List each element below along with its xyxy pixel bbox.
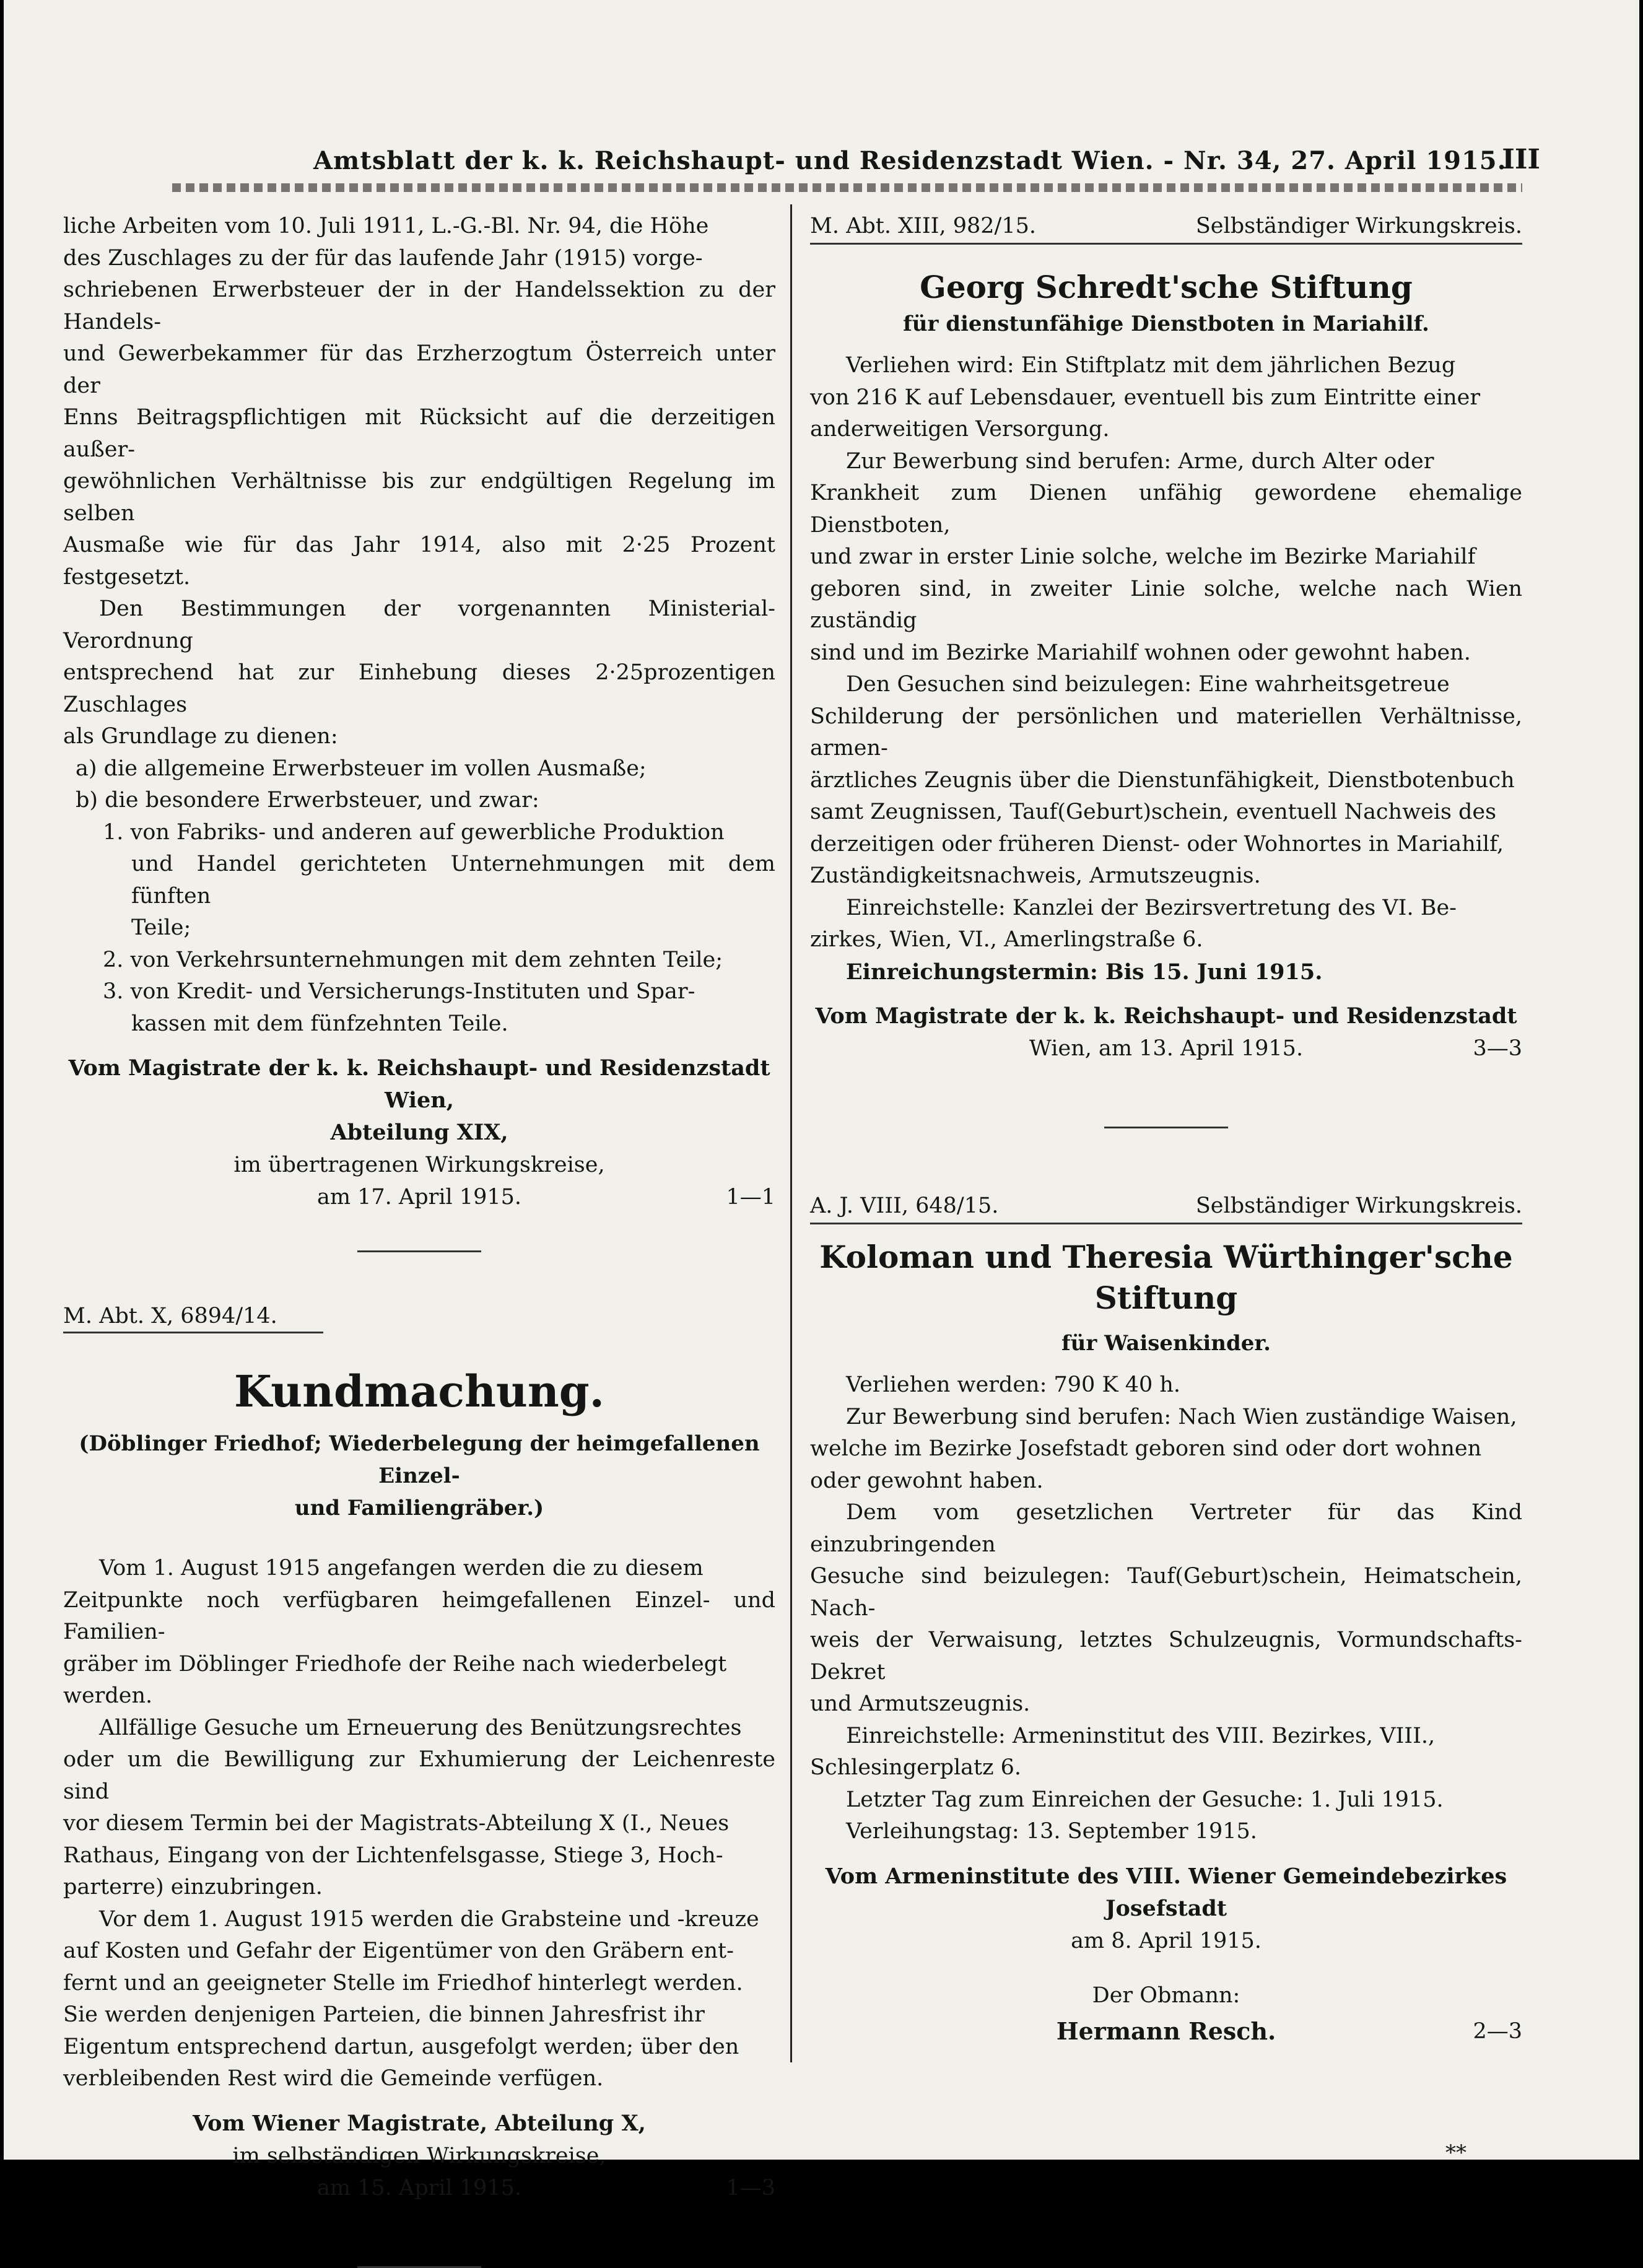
text-line: Den Gesuchen sind beizulegen: Eine wahrheitsgetreue (846, 672, 1450, 697)
foundation-heading (810, 1237, 1522, 1319)
list-item-2: 2. von Verkehrsunternehmungen mit dem zehnten Teile; (103, 947, 723, 972)
text-line: Einreichstelle: Armeninstitut des VIII. Bezirkes, VIII., (846, 1723, 1436, 1748)
left-column (63, 211, 775, 2268)
signature-line: am 15. April 1915. (316, 2175, 522, 2200)
foundation-subheading: für dienstunfähige Dienstboten in Mariahilf. (903, 312, 1429, 336)
body-paragraph: Verliehen werden: 790 K 40 h. (846, 1372, 1181, 1397)
signature-line: Vom Wiener Magistrate, Abteilung X, (193, 2110, 646, 2136)
text-line: Teile; (131, 915, 191, 940)
text-line: Verliehen wird: Ein Stiftplatz mit dem jährlichen Bezug (846, 353, 1456, 378)
scope-label: Selbständiger Wirkungskreis. (1195, 1193, 1522, 1218)
body-paragraph (810, 1721, 1522, 1784)
text-line: gewöhnlichen Verhältnisse bis zur endgültigen Regelung im selben (63, 469, 775, 526)
text-line: werden. (63, 1683, 153, 1708)
text-line: Krankheit zum Dienen unfähig gewordene ehemalige Dienstboten, (810, 481, 1522, 538)
right-column (810, 211, 1522, 2165)
deadline-paragraph: Einreichungstermin: Bis 15. Juni 1915. (846, 959, 1323, 985)
text-line: als Grundlage zu dienen: (63, 724, 338, 749)
text-line: Sie werden denjenigen Parteien, die binnen Jahresfrist ihr (63, 2002, 705, 2027)
text-line: fernt und an geeigneter Stelle im Friedhof hinterlegt werden. (63, 1970, 743, 1995)
text-line: geboren sind, in zweiter Linie solche, welche nach Wien zuständig (810, 576, 1522, 633)
signature-block-3 (810, 1000, 1522, 1065)
body-paragraph: Letzter Tag zum Einreichen der Gesuche: 1. Juli 1915. (846, 1787, 1444, 1812)
text-line: Den Bestimmungen der vorgenannten Ministerial-Verordnung (63, 596, 775, 653)
text-line: (Döblinger Friedhof; Wiederbelegung der heimgefallenen Einzel- (79, 1431, 760, 1488)
text-line: Rathaus, Eingang von der Lichtenfelsgasse, Stiege 3, Hoch- (63, 1843, 723, 1868)
serial-number: 3—3 (1473, 1036, 1522, 1061)
body-paragraph (810, 446, 1522, 669)
section-reference-row (810, 1190, 1522, 1224)
signature-line: Wien, am 13. April 1915. (1029, 1036, 1304, 1061)
section-rule (357, 1250, 481, 1252)
text-line: Allfällige Gesuche um Erneuerung des Benützungsrechtes (99, 1715, 742, 1740)
text-line: parterre) einzubringen. (63, 1875, 323, 1899)
signature-line: am 8. April 1915. (1071, 1928, 1262, 1953)
text-line: anderweitigen Versorgung. (810, 417, 1110, 442)
body-paragraph (810, 1402, 1522, 1498)
signature-line: im selbständigen Wirkungskreise, (232, 2143, 606, 2168)
signature-line: im übertragenen Wirkungskreise, (233, 1153, 605, 1177)
text-line: und zwar in erster Linie solche, welche im Bezirke Mariahilf (810, 544, 1476, 569)
body-paragraph (810, 1497, 1522, 1721)
section-reference: A. J. VIII, 648/15. (810, 1193, 999, 1218)
text-line: und Familiengräber.) (294, 1496, 544, 1520)
text-line: von 216 K auf Lebensdauer, eventuell bis zum Eintritte einer (810, 385, 1481, 410)
text-line: vor diesem Termin bei der Magistrats-Abteilung X (I., Neues (63, 1811, 730, 1836)
header-ornament-rule (172, 183, 1522, 192)
foundation-subheading: für Waisenkinder. (1061, 1331, 1271, 1356)
signature-block-2 (63, 2108, 775, 2204)
column-divider (790, 204, 792, 2062)
text-line: welche im Bezirke Josefstadt geboren sind oder dort wohnen (810, 1436, 1482, 1461)
text-line: Einreichstelle: Kanzlei der Bezirsvertretung des VI. Be- (846, 895, 1457, 920)
signature-block-4 (810, 1860, 1522, 2048)
body-paragraph (810, 350, 1522, 446)
signature-line: Vom Armeninstitute des VIII. Wiener Gemeindebezirkes Josefstadt (825, 1863, 1507, 1921)
signature-line: Vom Magistrate der k. k. Reichshaupt- und Residenzstadt (815, 1003, 1517, 1029)
text-line: liche Arbeiten vom 10. Juli 1911, L.-G.-Bl. Nr. 94, die Höhe (63, 214, 709, 238)
text-line: Eigentum entsprechend dartun, ausgefolgt werden; über den (63, 2034, 739, 2059)
text-line: Vor dem 1. August 1915 werden die Grabsteine und -kreuze (99, 1906, 759, 1932)
text-line: des Zuschlages zu der für das laufende Jahr (1915) vorge- (63, 245, 703, 271)
section-reference: M. Abt. X, 6894/14. (63, 1301, 323, 1333)
list-item-a: a) die allgemeine Erwerbsteuer im vollen Ausmaße; (76, 756, 647, 781)
serial-number: 2—3 (1473, 2018, 1522, 2044)
section-reference: M. Abt. XIII, 982/15. (810, 214, 1036, 238)
section-rule (1104, 1127, 1228, 1128)
text-line: entsprechend hat zur Einhebung dieses 2·25prozentigen Zuschlages (63, 660, 775, 717)
serial-number: 1—3 (726, 2175, 775, 2200)
text-line: ärztliches Zeugnis über die Dienstunfähigkeit, Dienstbotenbuch (810, 767, 1515, 793)
text-line: Dem vom gesetzlichen Vertreter für das Kind einzubringenden (810, 1500, 1522, 1557)
text-line: 3. von Kredit- und Versicherungs-Instituten und Spar- (103, 979, 695, 1004)
text-line: weis der Verwaisung, letztes Schulzeugnis, Vormundschafts-Dekret (810, 1628, 1522, 1685)
text-line: Gesuche sind beizulegen: Tauf(Geburt)schein, Heimatschein, Nach- (810, 1564, 1522, 1621)
signatory-title: Der Obmann: (1092, 1982, 1240, 2008)
serial-number: 1—1 (726, 1185, 775, 1210)
section-rule (357, 2266, 481, 2268)
signatory-name: Hermann Resch. (1056, 2017, 1276, 2045)
text-line: 1. von Fabriks- und anderen auf gewerbliche Produktion (103, 819, 725, 845)
intro-paragraph (63, 211, 775, 593)
text-line: auf Kosten und Gefahr der Eigentümer von den Gräbern ent- (63, 1939, 734, 1963)
list-item-b: b) die besondere Erwerbsteuer, und zwar: (76, 788, 539, 813)
signature-line: am 17. April 1915. (316, 1185, 522, 1210)
text-line: verbleibenden Rest wird die Gemeinde verfügen. (63, 2066, 604, 2091)
body-paragraph (63, 1553, 775, 1712)
text-line: zirkes, Wien, VI., Amerlingstraße 6. (810, 927, 1203, 952)
signature-line: Vom Magistrate der k. k. Reichshaupt- und Residenzstadt Wien, (68, 1055, 770, 1113)
text-line: Zeitpunkte noch verfügbaren heimgefallenen Einzel- und Familien- (63, 1587, 775, 1644)
section-subheading (63, 1428, 775, 1524)
basis-paragraph (63, 593, 775, 753)
text-line: schriebenen Erwerbsteuer der in der Handelssektion zu der Handels- (63, 277, 775, 334)
text-line: kassen mit dem fünfzehnten Teile. (131, 1011, 508, 1036)
foundation-heading: Georg Schredt'sche Stiftung (920, 269, 1413, 305)
text-line: Enns Beitragspflichtigen mit Rücksicht auf die derzeitigen außer- (63, 405, 775, 462)
text-line: samt Zeugnissen, Tauf(Geburt)schein, eventuell Nachweis des (810, 800, 1497, 824)
section-heading: Kundmachung. (233, 1366, 605, 1417)
text-line: Vom 1. August 1915 angefangen werden die zu diesem (99, 1556, 704, 1581)
text-line: gräber im Döblinger Friedhofe der Reihe nach wiederbelegt (63, 1651, 727, 1677)
header-title: Amtsblatt der k. k. Reichshaupt- und Residenzstadt Wien. - Nr. 34, 27. April 1915. (313, 146, 1507, 175)
signature-block-1 (63, 1052, 775, 1213)
text-line: Stiftung (1094, 1280, 1238, 1316)
body-paragraph (810, 892, 1522, 956)
text-line: und Handel gerichteten Unternehmungen mit dem fünften (131, 852, 775, 909)
signature-line: Abteilung XIX, (330, 1120, 508, 1145)
text-line: Zur Bewerbung sind berufen: Arme, durch Alter oder (846, 448, 1434, 474)
text-line: Koloman und Theresia Würthinger'sche (819, 1239, 1513, 1275)
body-paragraph (63, 1712, 775, 1904)
text-line: Schlesingerplatz 6. (810, 1755, 1022, 1780)
text-line: Schilderung der persönlichen und materiellen Verhältnisse, armen- (810, 704, 1522, 761)
body-paragraph: Verleihungstag: 13. September 1915. (846, 1819, 1257, 1844)
section-reference-row (810, 211, 1522, 245)
list-item-3 (92, 976, 775, 1040)
body-paragraph (810, 669, 1522, 892)
body-paragraph (63, 1904, 775, 2095)
page-header (4, 141, 1639, 178)
text-line: Zuständigkeitsnachweis, Armutszeugnis. (810, 863, 1261, 888)
text-line: derzeitigen oder früheren Dienst- oder Wohnortes in Mariahilf, (810, 831, 1504, 857)
text-line: und Gewerbekammer für das Erzherzogtum Österreich unter der (63, 341, 775, 398)
text-line: Ausmaße wie für das Jahr 1914, also mit 2·25 Prozent festgesetzt. (63, 533, 775, 590)
text-line: sind und im Bezirke Mariahilf wohnen oder gewohnt haben. (810, 640, 1471, 665)
end-marker: ** (1445, 2140, 1466, 2165)
page-number: III (1502, 144, 1540, 175)
text-line: und Armutszeugnis. (810, 1691, 1031, 1716)
text-line: Zur Bewerbung sind berufen: Nach Wien zuständige Waisen, (846, 1404, 1517, 1429)
text-line: oder um die Bewilligung zur Exhumierung der Leichenreste sind (63, 1747, 775, 1804)
text-line: oder gewohnt haben. (810, 1468, 1044, 1493)
scope-label: Selbständiger Wirkungskreis. (1195, 214, 1522, 238)
document-page (4, 0, 1639, 2200)
list-item-1 (92, 817, 775, 944)
